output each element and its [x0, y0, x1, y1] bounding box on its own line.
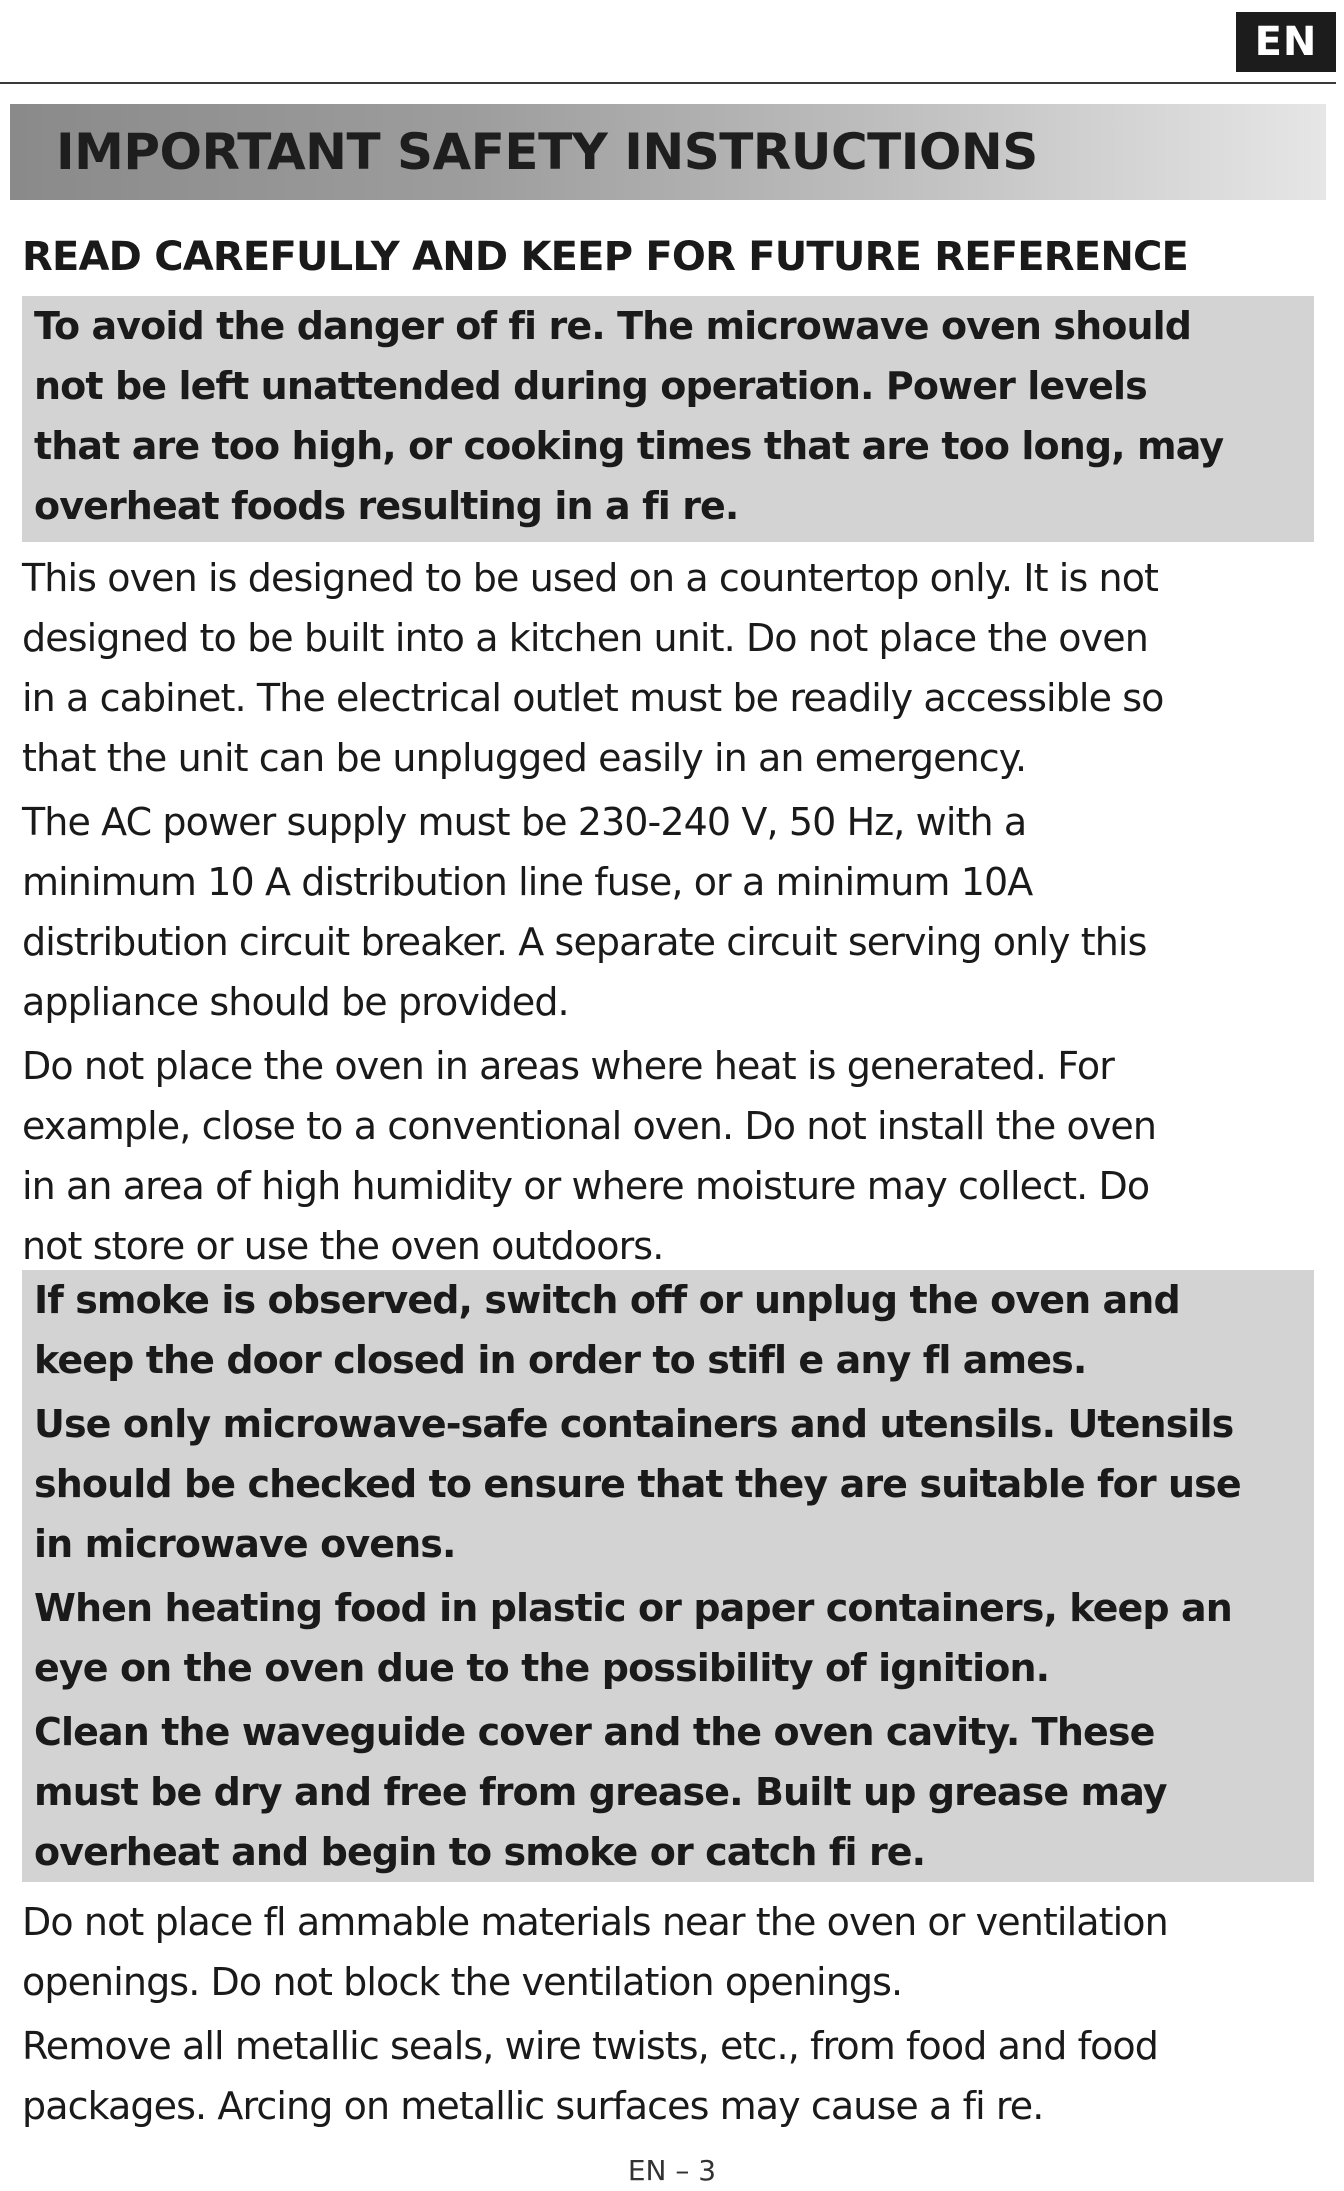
body-line: appliance should be provided. [22, 980, 569, 1024]
body-line: The AC power supply must be 230-240 V, 50 Hz, with a [22, 800, 1027, 844]
language-badge: EN [1236, 12, 1336, 72]
warning-box-smoke [22, 1270, 1314, 1882]
body-line: openings. Do not block the ventilation openings. [22, 1960, 903, 2004]
paragraph-countertop [22, 548, 1322, 788]
page-number: EN – 3 [627, 2154, 717, 2187]
body-line: in a cabinet. The electrical outlet must be readily accessible so [22, 676, 1164, 720]
warning-box-fire [22, 296, 1314, 542]
body-line: This oven is designed to be used on a countertop only. It is not [22, 556, 1159, 600]
body-line: that the unit can be unplugged easily in an emergency. [22, 736, 1027, 780]
warning-line: in microwave ovens. [34, 1522, 456, 1566]
body-section-materials [22, 1892, 1322, 2136]
warning-line: Clean the waveguide cover and the oven cavity. These [34, 1710, 1155, 1754]
warning-line: must be dry and free from grease. Built up grease may [34, 1770, 1167, 1814]
body-line: designed to be built into a kitchen unit. Do not place the oven [22, 616, 1148, 660]
warning-line: If smoke is observed, switch off or unplug the oven and [34, 1278, 1180, 1322]
body-line: not store or use the oven outdoors. [22, 1224, 664, 1268]
body-line: Do not place the oven in areas where heat is generated. For [22, 1044, 1114, 1088]
paragraph-power-supply [22, 792, 1322, 1032]
title-banner [10, 104, 1326, 200]
warning-line: eye on the oven due to the possibility of ignition. [34, 1646, 1050, 1690]
warning-line: should be checked to ensure that they are suitable for use [34, 1462, 1241, 1506]
body-line: minimum 10 A distribution line fuse, or a minimum 10A [22, 860, 1033, 904]
warning-paragraph-ignition [34, 1578, 1302, 1698]
body-line: Do not place fl ammable materials near the oven or ventilation [22, 1900, 1168, 1944]
warning-line: When heating food in plastic or paper containers, keep an [34, 1586, 1232, 1630]
warning-line: To avoid the danger of fi re. The microwave oven should [34, 304, 1192, 348]
warning-line: not be left unattended during operation. Power levels [34, 364, 1147, 408]
warning-line: Use only microwave-safe containers and utensils. Utensils [34, 1402, 1234, 1446]
warning-line: overheat foods resulting in a fi re. [34, 484, 739, 528]
section-subheading: READ CAREFULLY AND KEEP FOR FUTURE REFERENCE [22, 234, 1189, 280]
warning-line: keep the door closed in order to stifl e any fl ames. [34, 1338, 1087, 1382]
body-line: distribution circuit breaker. A separate circuit serving only this [22, 920, 1147, 964]
body-line: in an area of high humidity or where moisture may collect. Do [22, 1164, 1150, 1208]
body-section-installation [22, 548, 1322, 1276]
warning-line: that are too high, or cooking times that are too long, may [34, 424, 1224, 468]
warning-paragraph-cleaning [34, 1702, 1302, 1882]
page-title: IMPORTANT SAFETY INSTRUCTIONS [56, 123, 1038, 181]
warning-paragraph-containers [34, 1394, 1302, 1574]
header-rule [0, 82, 1336, 84]
warning-paragraph-smoke [34, 1270, 1302, 1390]
paragraph-metallic [22, 2016, 1322, 2136]
body-line: packages. Arcing on metallic surfaces may cause a fi re. [22, 2084, 1044, 2128]
body-line: Remove all metallic seals, wire twists, etc., from food and food [22, 2024, 1159, 2068]
body-line: example, close to a conventional oven. Do not install the oven [22, 1104, 1157, 1148]
paragraph-flammable [22, 1892, 1322, 2012]
warning-line: overheat and begin to smoke or catch fi re. [34, 1830, 926, 1874]
paragraph-placement [22, 1036, 1322, 1276]
